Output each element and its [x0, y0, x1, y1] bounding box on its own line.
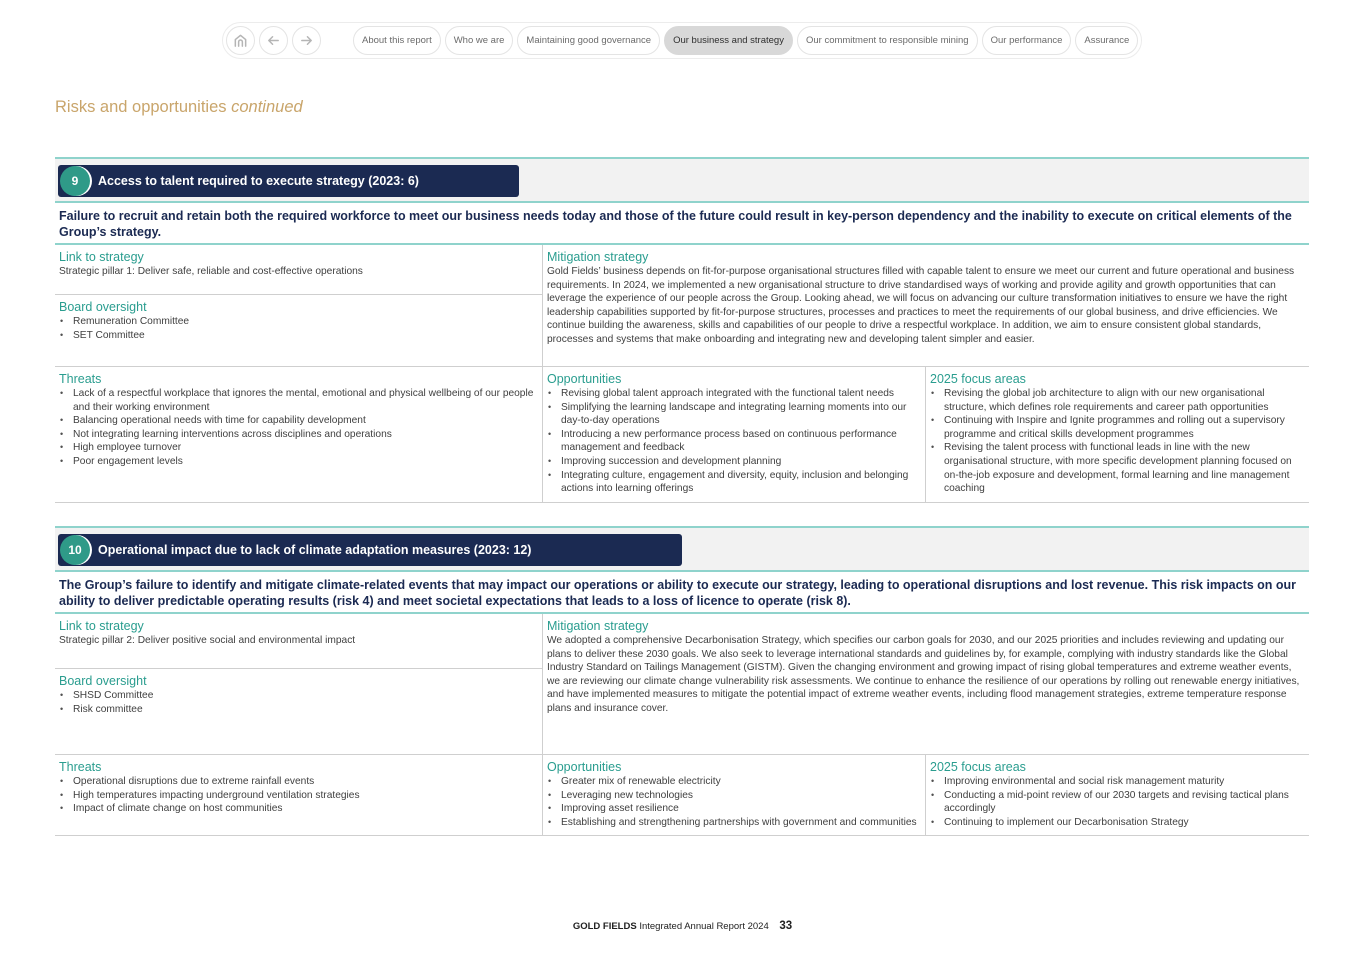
list-item: • Continuing with Inspire and Ignite programmes and rolling out a supervisory programme and critical skills development programmes — [930, 414, 1305, 441]
board-oversight-list — [59, 689, 538, 716]
risk-number-badge: 10 — [60, 535, 90, 565]
opportunities-list — [547, 775, 921, 829]
threats-label: Threats — [59, 372, 102, 386]
home-icon — [233, 33, 248, 48]
list-item: • Poor engagement levels — [59, 455, 538, 469]
risk-description: The Group’s failure to identify and mitigate climate-related events that may impact our operations or ability to execute our strategy, leading to operational disruptions and lost revenue. This risk impacts on our ability to deliver predictable operating results (risk 4) and meet societal expectations that leads to a loss of licence to operate (risk 8). — [55, 572, 1309, 614]
risk-top-grid — [55, 614, 1309, 755]
list-item: • SHSD Committee — [59, 689, 538, 703]
forward-button[interactable] — [292, 26, 321, 55]
list-item: • Operational disruptions due to extreme rainfall events — [59, 775, 538, 789]
threats-list — [59, 387, 538, 469]
risk-left-column — [55, 614, 543, 754]
mitigation-strategy-label: Mitigation strategy — [547, 619, 649, 633]
list-item: • Continuing to implement our Decarbonisation Strategy — [930, 816, 1305, 830]
risk-number-badge: 9 — [60, 166, 90, 196]
list-item: • Lack of a respectful workplace that ignores the mental, emotional and physical wellbeing of our people and their working environment — [59, 387, 538, 414]
list-item: • Balancing operational needs with time for capability development — [59, 414, 538, 428]
list-item: • Revising global talent approach integrated with the functional talent needs — [547, 387, 921, 401]
list-item: • Revising the talent process with functional leads in line with the new organisational structure, with more specific development planning focused on on-the-job exposure and development, formal learning and line management coaching — [930, 441, 1305, 495]
list-item: • Remuneration Committee — [59, 315, 538, 329]
top-navigation — [222, 22, 1142, 59]
list-item: • Greater mix of renewable electricity — [547, 775, 921, 789]
risk-title-bar — [58, 534, 682, 566]
page-footer — [0, 920, 1365, 932]
section-title-text: Risks and opportunities — [55, 98, 227, 116]
list-item: • Improving succession and development planning — [547, 455, 921, 469]
list-item: • Simplifying the learning landscape and integrating learning moments into our day-to-day operations — [547, 401, 921, 428]
arrow-right-icon — [299, 33, 314, 48]
tab-maintaining-good-governance[interactable]: Maintaining good governance — [517, 26, 660, 55]
opportunities-label: Opportunities — [547, 760, 622, 774]
risk-title-bar — [58, 165, 519, 197]
focus-areas-cell — [926, 367, 1309, 502]
list-item: • Conducting a mid-point review of our 2030 targets and revising tactical plans accordingly — [930, 789, 1305, 816]
opportunities-cell — [543, 367, 926, 502]
home-button[interactable] — [226, 26, 255, 55]
list-item: • Revising the global job architecture to align with our new organisational structure, which defines role requirements and career path opportunities — [930, 387, 1305, 414]
tab-responsible-mining[interactable]: Our commitment to responsible mining — [797, 26, 978, 55]
risk-block-9 — [55, 157, 1309, 503]
mitigation-strategy-text: We adopted a comprehensive Decarbonisation Strategy, which specifies our carbon goals for 2030, and our 2025 priorities and includes reviewing and updating our plans to deliver these 2030 goals. We also seek to leverage international standards and guidelines by, for example, complying with industry standards like the Global Industry Standard on Tailings Management (GISTM). Given the changing environment and growing impact of rising global temperatures and extreme weather events, we are reviewing our climate change vulnerability risk assessments. We continue to enhance the resilience of our operations by rolling out renewable energy initiatives, and have implemented measures to mitigate the potential impact of extreme weather events, including flood management strategies, extreme temperature response plans and insurance cover. — [547, 635, 1300, 714]
risk-description: Failure to recruit and retain both the required workforce to meet our business needs today and those of the future could result in key-person dependency and the inability to execute on critical elements of the Group’s strategy. — [55, 203, 1309, 245]
tab-who-we-are[interactable]: Who we are — [445, 26, 514, 55]
list-item: • Impact of climate change on host communities — [59, 802, 538, 816]
risk-title: Operational impact due to lack of climate adaptation measures (2023: 12) — [98, 543, 532, 557]
list-item: • Improving asset resilience — [547, 802, 921, 816]
threats-cell — [55, 367, 543, 502]
footer-report-name: Integrated Annual Report 2024 — [639, 921, 769, 932]
footer-brand: GOLD FIELDS — [572, 921, 637, 932]
link-to-strategy-cell — [55, 245, 542, 294]
risk-left-column — [55, 245, 543, 366]
board-oversight-label: Board oversight — [59, 674, 147, 688]
risk-title: Access to talent required to execute strategy (2023: 6) — [98, 174, 419, 188]
risk-header — [55, 157, 1309, 203]
page-number: 33 — [779, 920, 793, 932]
risk-block-10 — [55, 526, 1309, 836]
list-item: • Integrating culture, engagement and diversity, equity, inclusion and belonging actions into learning offerings — [547, 469, 921, 496]
list-item: • Establishing and strengthening partnerships with government and communities — [547, 816, 921, 830]
mitigation-strategy-text: Gold Fields’ business depends on fit-for-purpose organisational structures filled with capable talent to ensure we meet our current and future operational and business requirements. In 2024, we implemented a new organisational structure to drive standardised ways of working and provide agility and growth opportunities that can leverage the experience of our people across the Group. Looking ahead, we will focus on advancing our culture transformation initiatives to ensure we have the right leadership capabilities supported by fit-for-purpose structures, processes and practices to meet the requirements of our global business, and drive efficiencies. We continue building the awareness, skills and capabilities of our people to drive a respectful workplace. In addition, we aim to ensure consistent global standards, processes and systems that make onboarding and integrating new and developing talent simpler and easier. — [547, 266, 1295, 345]
link-to-strategy-text: Strategic pillar 2: Deliver positive social and environmental impact — [59, 635, 356, 646]
tab-our-business-and-strategy[interactable]: Our business and strategy — [664, 26, 793, 55]
mitigation-strategy-cell — [543, 245, 1309, 366]
risk-header — [55, 526, 1309, 572]
board-oversight-label: Board oversight — [59, 300, 147, 314]
link-to-strategy-label: Link to strategy — [59, 619, 144, 633]
arrow-left-icon — [266, 33, 281, 48]
back-button[interactable] — [259, 26, 288, 55]
tab-assurance[interactable]: Assurance — [1075, 26, 1138, 55]
threats-label: Threats — [59, 760, 102, 774]
tab-our-performance[interactable]: Our performance — [982, 26, 1072, 55]
list-item: • Risk committee — [59, 703, 538, 717]
list-item: • High employee turnover — [59, 441, 538, 455]
list-item: • Not integrating learning interventions across disciplines and operations — [59, 428, 538, 442]
mitigation-strategy-cell — [543, 614, 1309, 754]
risk-bottom-grid — [55, 367, 1309, 503]
board-oversight-cell — [55, 668, 542, 754]
list-item: • High temperatures impacting underground ventilation strategies — [59, 789, 538, 803]
focus-areas-label: 2025 focus areas — [930, 372, 1026, 386]
tab-about-this-report[interactable]: About this report — [353, 26, 441, 55]
board-oversight-list — [59, 315, 538, 342]
focus-areas-cell — [926, 755, 1309, 835]
focus-areas-list — [930, 387, 1305, 496]
risk-bottom-grid — [55, 755, 1309, 836]
link-to-strategy-label: Link to strategy — [59, 250, 144, 264]
list-item: • Improving environmental and social risk management maturity — [930, 775, 1305, 789]
link-to-strategy-text: Strategic pillar 1: Deliver safe, reliable and cost-effective operations — [59, 266, 363, 277]
focus-areas-label: 2025 focus areas — [930, 760, 1026, 774]
list-item: • Leveraging new technologies — [547, 789, 921, 803]
mitigation-strategy-label: Mitigation strategy — [547, 250, 649, 264]
risk-top-grid — [55, 245, 1309, 367]
list-item: • SET Committee — [59, 329, 538, 343]
section-title — [55, 98, 303, 117]
opportunities-cell — [543, 755, 926, 835]
focus-areas-list — [930, 775, 1305, 829]
board-oversight-cell — [55, 294, 542, 366]
opportunities-list — [547, 387, 921, 496]
threats-cell — [55, 755, 543, 835]
list-item: • Introducing a new performance process based on continuous performance management and feedback — [547, 428, 921, 455]
section-title-suffix: continued — [231, 98, 303, 116]
threats-list — [59, 775, 538, 816]
opportunities-label: Opportunities — [547, 372, 622, 386]
link-to-strategy-cell — [55, 614, 542, 668]
